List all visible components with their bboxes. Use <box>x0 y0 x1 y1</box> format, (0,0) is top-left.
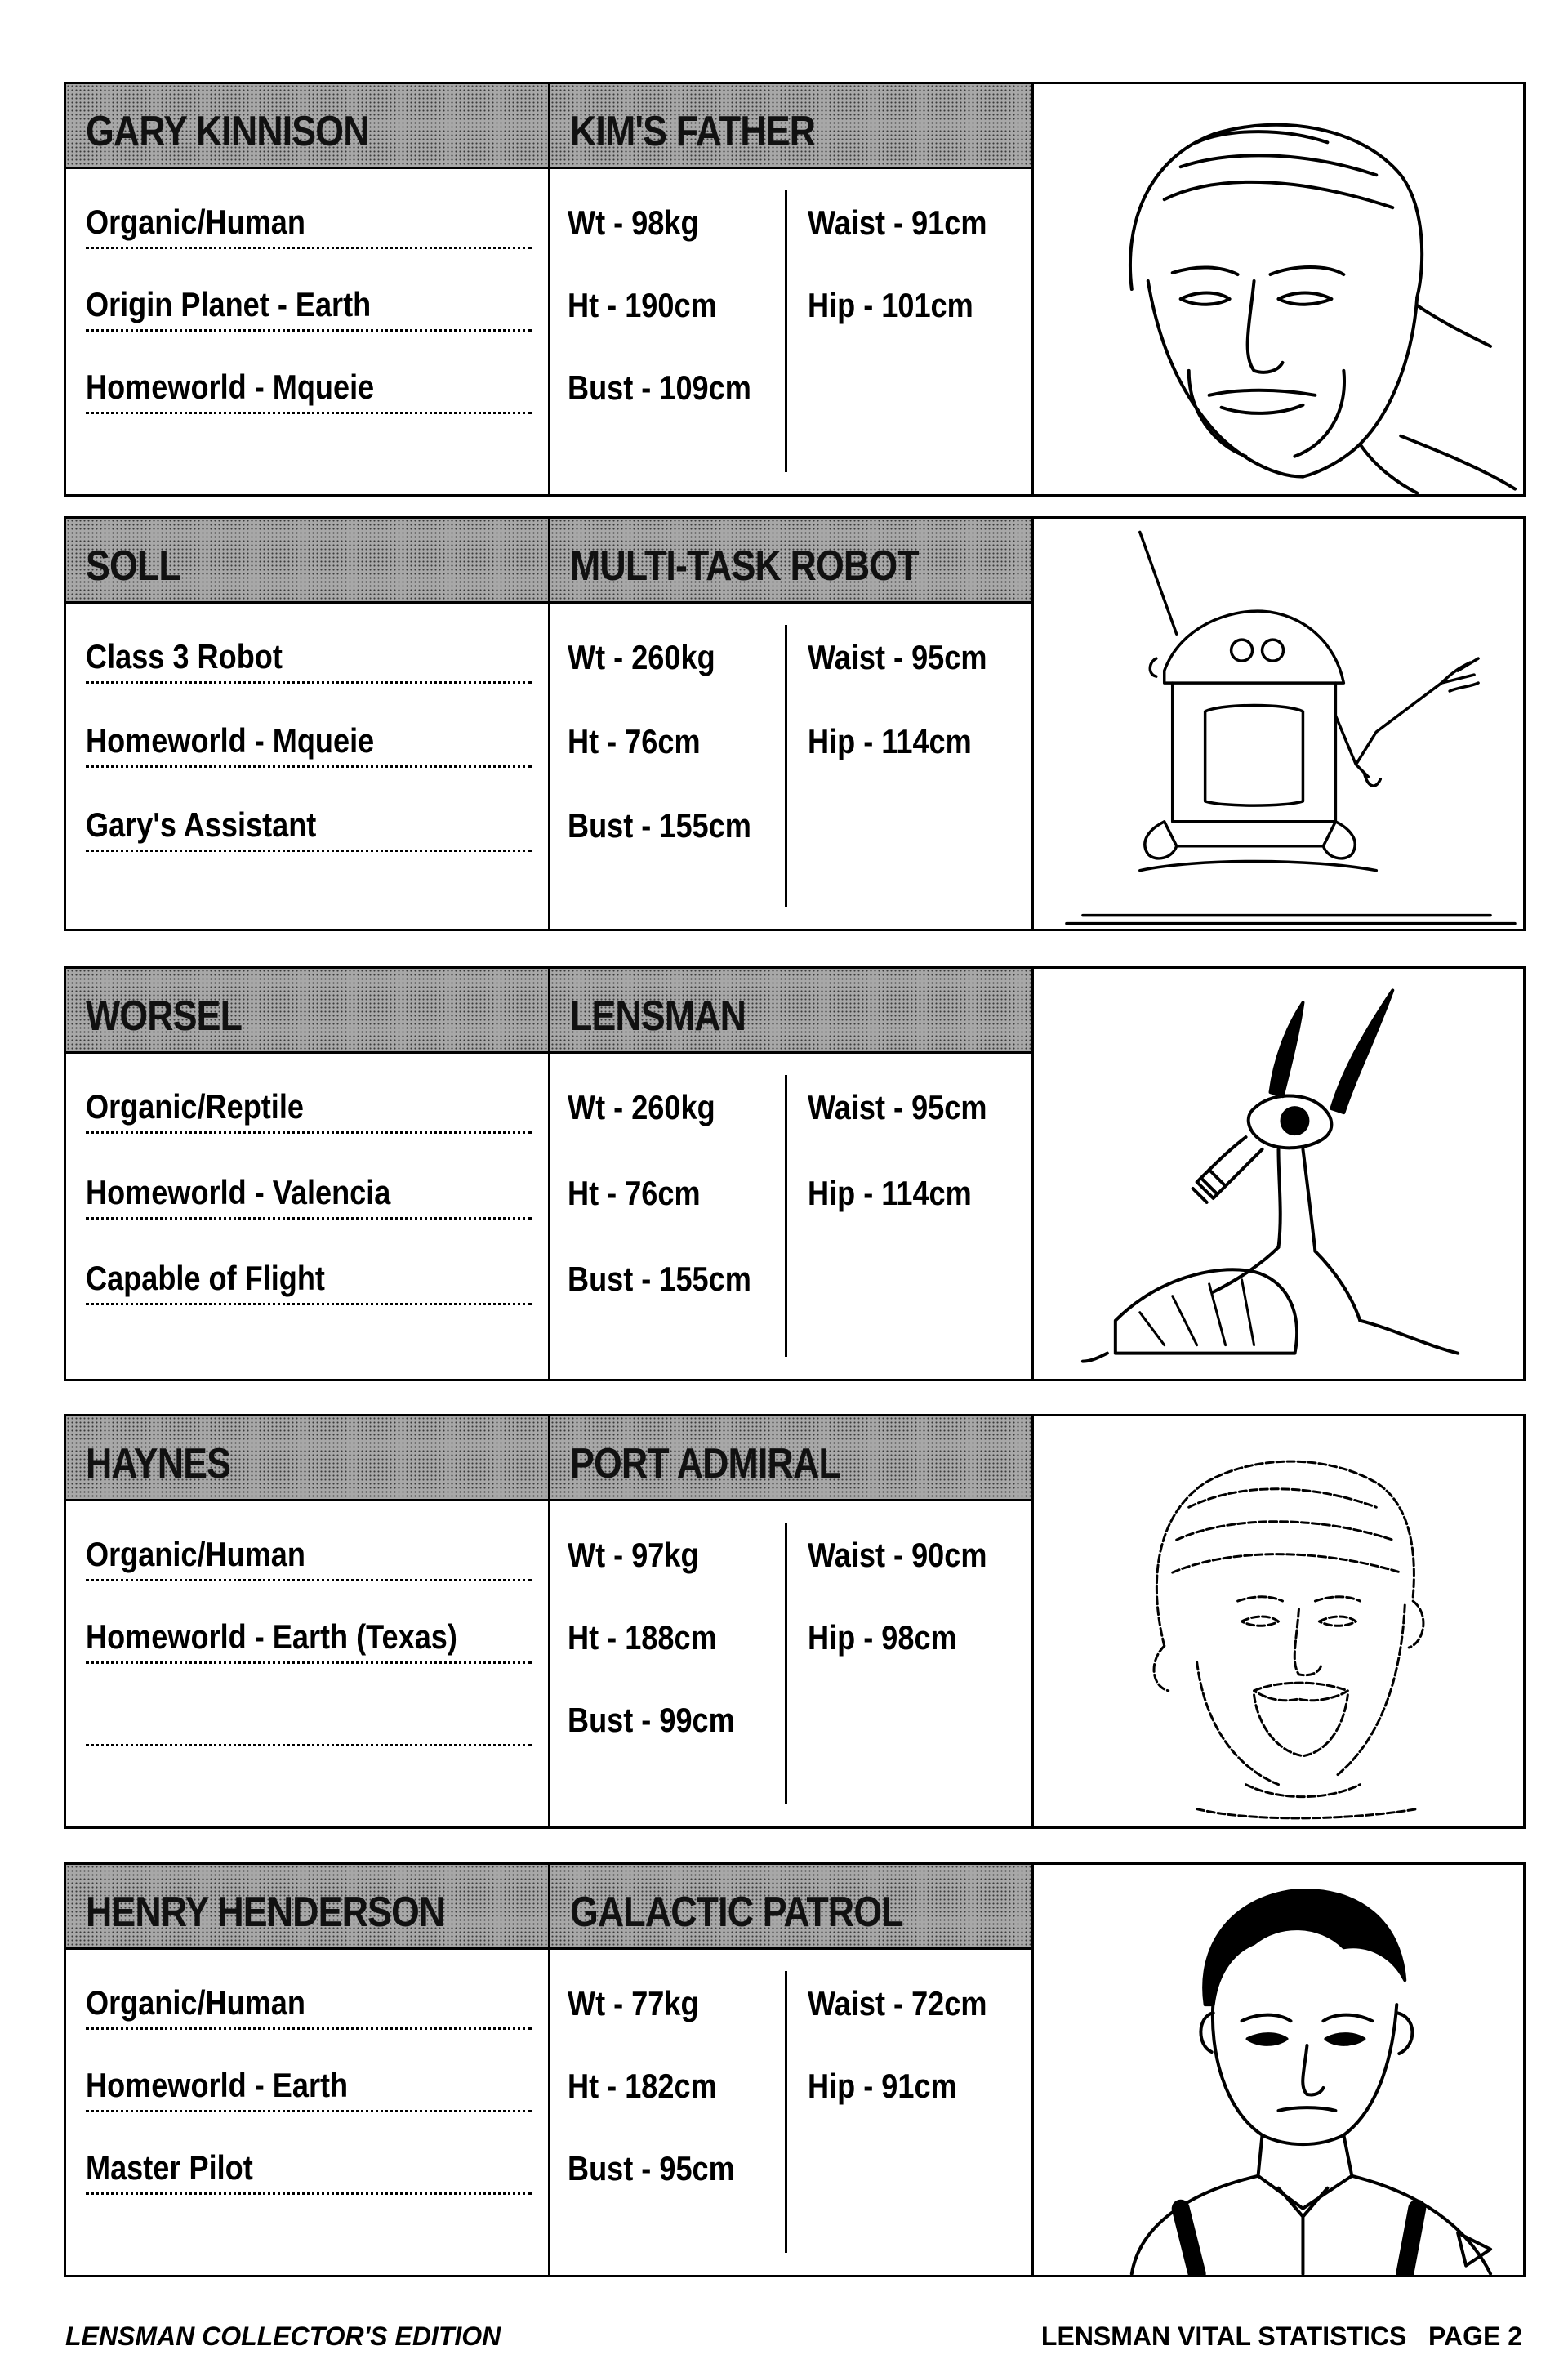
stat-waist: Waist - 91cm <box>808 203 987 242</box>
stats-divider <box>785 190 787 472</box>
trait-line: Homeworld - Earth (Texas) <box>86 1613 532 1664</box>
column-divider <box>548 969 550 1379</box>
trait-line: Homeworld - Mqueie <box>86 717 532 768</box>
trait-line: Master Pilot <box>86 2144 532 2195</box>
character-card-gary-kinnison <box>64 82 1526 497</box>
character-card-worsel <box>64 966 1526 1381</box>
stat-bust: Bust - 99cm <box>568 1701 735 1739</box>
trait-line: Organic/Human <box>86 1531 532 1581</box>
character-name-header: HAYNES <box>66 1416 548 1501</box>
stat-waist: Waist - 72cm <box>808 1984 987 2022</box>
trait-line: Capable of Flight <box>86 1255 532 1305</box>
column-divider <box>548 1416 550 1826</box>
stats-divider <box>785 625 787 907</box>
soll-robot-portrait-icon <box>1034 519 1523 929</box>
character-role-header: MULTI-TASK ROBOT <box>548 519 1031 604</box>
trait-line: Organic/Human <box>86 1979 532 2030</box>
stat-hip: Hip - 91cm <box>808 2067 957 2105</box>
henry-henderson-portrait-icon <box>1034 1865 1523 2275</box>
trait-line: Organic/Reptile <box>86 1083 532 1134</box>
trait-line: Homeworld - Mqueie <box>86 363 532 414</box>
character-role-header: PORT ADMIRAL <box>548 1416 1031 1501</box>
character-card-haynes <box>64 1414 1526 1829</box>
stat-bust: Bust - 109cm <box>568 368 751 407</box>
stat-hip: Hip - 114cm <box>808 1174 972 1212</box>
character-name-header: SOLL <box>66 519 548 604</box>
stats-divider <box>785 1075 787 1357</box>
character-name-header: WORSEL <box>66 969 548 1054</box>
gary-kinnison-portrait-icon <box>1034 84 1523 494</box>
worsel-portrait-icon <box>1034 969 1523 1379</box>
character-role-header: KIM'S FATHER <box>548 84 1031 169</box>
stat-weight: Wt - 260kg <box>568 1088 715 1126</box>
trait-line: Gary's Assistant <box>86 801 532 852</box>
column-divider <box>548 1865 550 2275</box>
stat-height: Ht - 182cm <box>568 2067 717 2105</box>
character-card-soll <box>64 516 1526 931</box>
stat-height: Ht - 190cm <box>568 286 717 324</box>
trait-line: Organic/Human <box>86 198 532 249</box>
column-divider <box>548 84 550 494</box>
character-role-header: GALACTIC PATROL <box>548 1865 1031 1950</box>
trait-line: Homeworld - Earth <box>86 2062 532 2112</box>
trait-line <box>86 1696 532 1746</box>
trait-line: Class 3 Robot <box>86 633 532 684</box>
stat-hip: Hip - 98cm <box>808 1618 957 1657</box>
stat-waist: Waist - 95cm <box>808 638 987 676</box>
column-divider <box>548 519 550 929</box>
stat-height: Ht - 76cm <box>568 1174 701 1212</box>
stat-hip: Hip - 101cm <box>808 286 973 324</box>
stat-weight: Wt - 77kg <box>568 1984 699 2022</box>
stat-waist: Waist - 95cm <box>808 1088 987 1126</box>
character-card-henry-henderson <box>64 1862 1526 2277</box>
stat-weight: Wt - 260kg <box>568 638 715 676</box>
character-name-header: GARY KINNISON <box>66 84 548 169</box>
footer-publication: LENSMAN COLLECTOR'S EDITION <box>65 2321 501 2351</box>
stat-hip: Hip - 114cm <box>808 722 972 760</box>
stat-bust: Bust - 155cm <box>568 1260 751 1298</box>
stat-weight: Wt - 98kg <box>568 203 699 242</box>
stat-waist: Waist - 90cm <box>808 1536 987 1574</box>
stat-bust: Bust - 95cm <box>568 2149 735 2187</box>
stat-bust: Bust - 155cm <box>568 806 751 845</box>
stat-height: Ht - 188cm <box>568 1618 717 1657</box>
footer-page-label: LENSMAN VITAL STATISTICS PAGE 2 <box>1040 2321 1522 2351</box>
trait-line: Homeworld - Valencia <box>86 1169 532 1220</box>
character-name-header: HENRY HENDERSON <box>66 1865 548 1950</box>
character-role-header: LENSMAN <box>548 969 1031 1054</box>
stat-height: Ht - 76cm <box>568 722 701 760</box>
stats-divider <box>785 1971 787 2253</box>
haynes-portrait-icon <box>1034 1416 1523 1826</box>
stats-divider <box>785 1523 787 1804</box>
stat-weight: Wt - 97kg <box>568 1536 699 1574</box>
trait-line: Origin Planet - Earth <box>86 281 532 332</box>
